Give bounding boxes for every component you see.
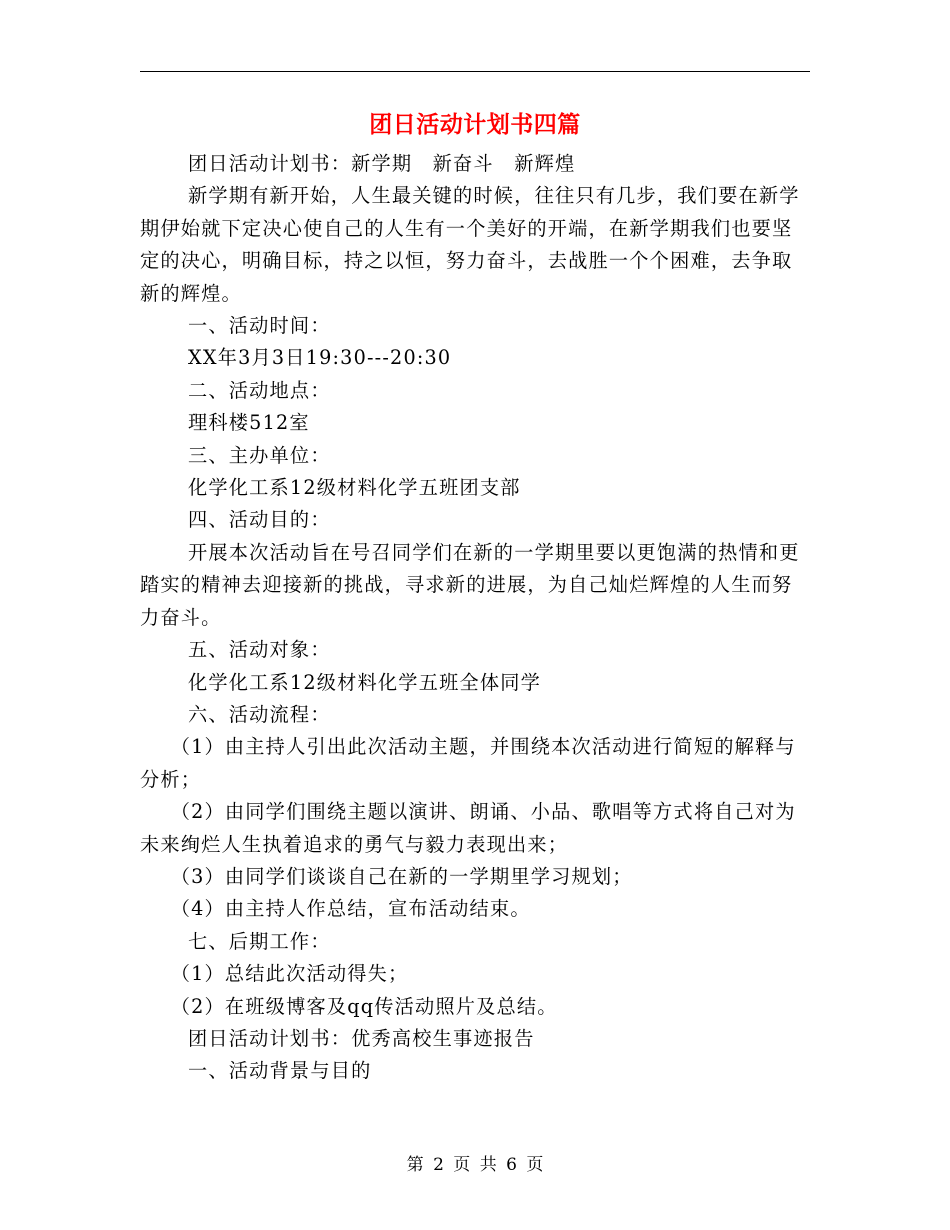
- audience-heading: 五、活动对象：: [188, 638, 331, 662]
- organizer-heading: 三、主办单位：: [188, 443, 331, 467]
- header-rule: [140, 71, 810, 72]
- intro-paragraph: 新学期有新开始，人生最关键的时候，往往只有几步，我们要在新学期伊始就下定决心使自己的人生有一个美好的开端，在新学期我们也要坚定的决心，明确目标，持之以恒，努力奋斗，去战胜一个个困难，去争取新的辉煌。: [140, 184, 800, 305]
- document-title: 团日活动计划书四篇: [369, 111, 581, 138]
- process-heading: 六、活动流程：: [188, 702, 331, 726]
- followup-step: （1）总结此次活动得失；: [170, 962, 409, 986]
- location-value: 理科楼512室: [188, 411, 310, 435]
- document-body: [140, 148, 810, 1088]
- page-number: 第 2 页 共 6 页: [406, 1155, 544, 1175]
- process-step: （3）由同学们谈谈自己在新的一学期里学习规划；: [170, 864, 633, 888]
- followup-heading: 七、后期工作：: [188, 929, 331, 953]
- background-heading: 一、活动背景与目的: [188, 1059, 372, 1083]
- location-heading: 二、活动地点：: [188, 378, 331, 402]
- time-heading: 一、活动时间：: [188, 314, 331, 338]
- process-step: （1）由主持人引出此次活动主题，并围绕本次活动进行简短的解释与分析；: [140, 735, 796, 791]
- time-value: XX年3月3日19:30---20:30: [188, 346, 452, 370]
- purpose-paragraph: 开展本次活动旨在号召同学们在新的一学期里要以更饱满的热情和更踏实的精神去迎接新的挑战，寻求新的进展，为自己灿烂辉煌的人生而努力奋斗。: [140, 540, 800, 629]
- organizer-value: 化学化工系12级材料化学五班团支部: [188, 476, 521, 500]
- process-step: （4）由主持人作总结，宣布活动结束。: [170, 897, 531, 921]
- section-heading: 团日活动计划书：新学期 新奋斗 新辉煌: [188, 152, 576, 175]
- audience-value: 化学化工系12级材料化学五班全体同学: [188, 670, 542, 694]
- process-step: （2）由同学们围绕主题以演讲、朗诵、小品、歌唱等方式将自己对为未来绚烂人生执着追求的勇气与毅力表现出来；: [140, 800, 796, 856]
- followup-step: （2）在班级博客及qq传活动照片及总结。: [170, 994, 558, 1018]
- section-heading: 团日活动计划书：优秀高校生事迹报告: [188, 1026, 535, 1050]
- purpose-heading: 四、活动目的：: [188, 508, 331, 532]
